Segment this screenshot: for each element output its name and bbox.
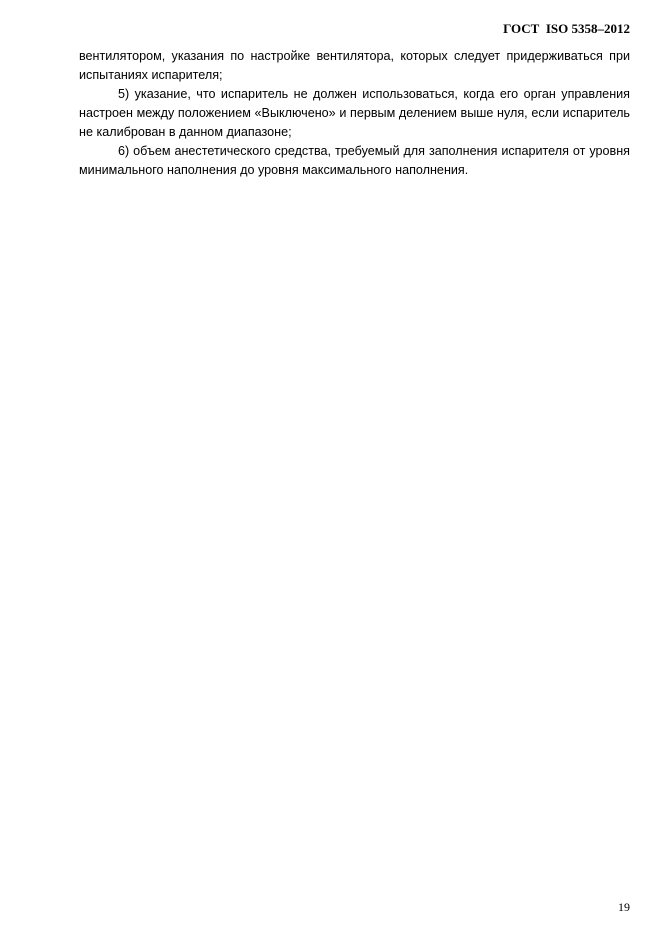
paragraph-item-6: 6) объем анестетического средства, требуемый для заполнения испарителя от уровня минимального наполнения до уровня максимального наполнения. <box>79 144 630 177</box>
paragraph-continuation: вентилятором, указания по настройке вентилятора, которых следует придерживаться при испытаниях испарителя; <box>79 49 630 82</box>
page-number: 19 <box>618 900 630 914</box>
document-code-header: ГОСТ ISO 5358–2012 <box>503 21 630 36</box>
paragraph-item-5: 5) указание, что испаритель не должен использоваться, когда его орган управления настроен между положением «Выключено» и первым делением выше нуля, если испаритель не калиброван в данном диапазоне; <box>79 87 630 139</box>
document-body <box>79 47 630 180</box>
